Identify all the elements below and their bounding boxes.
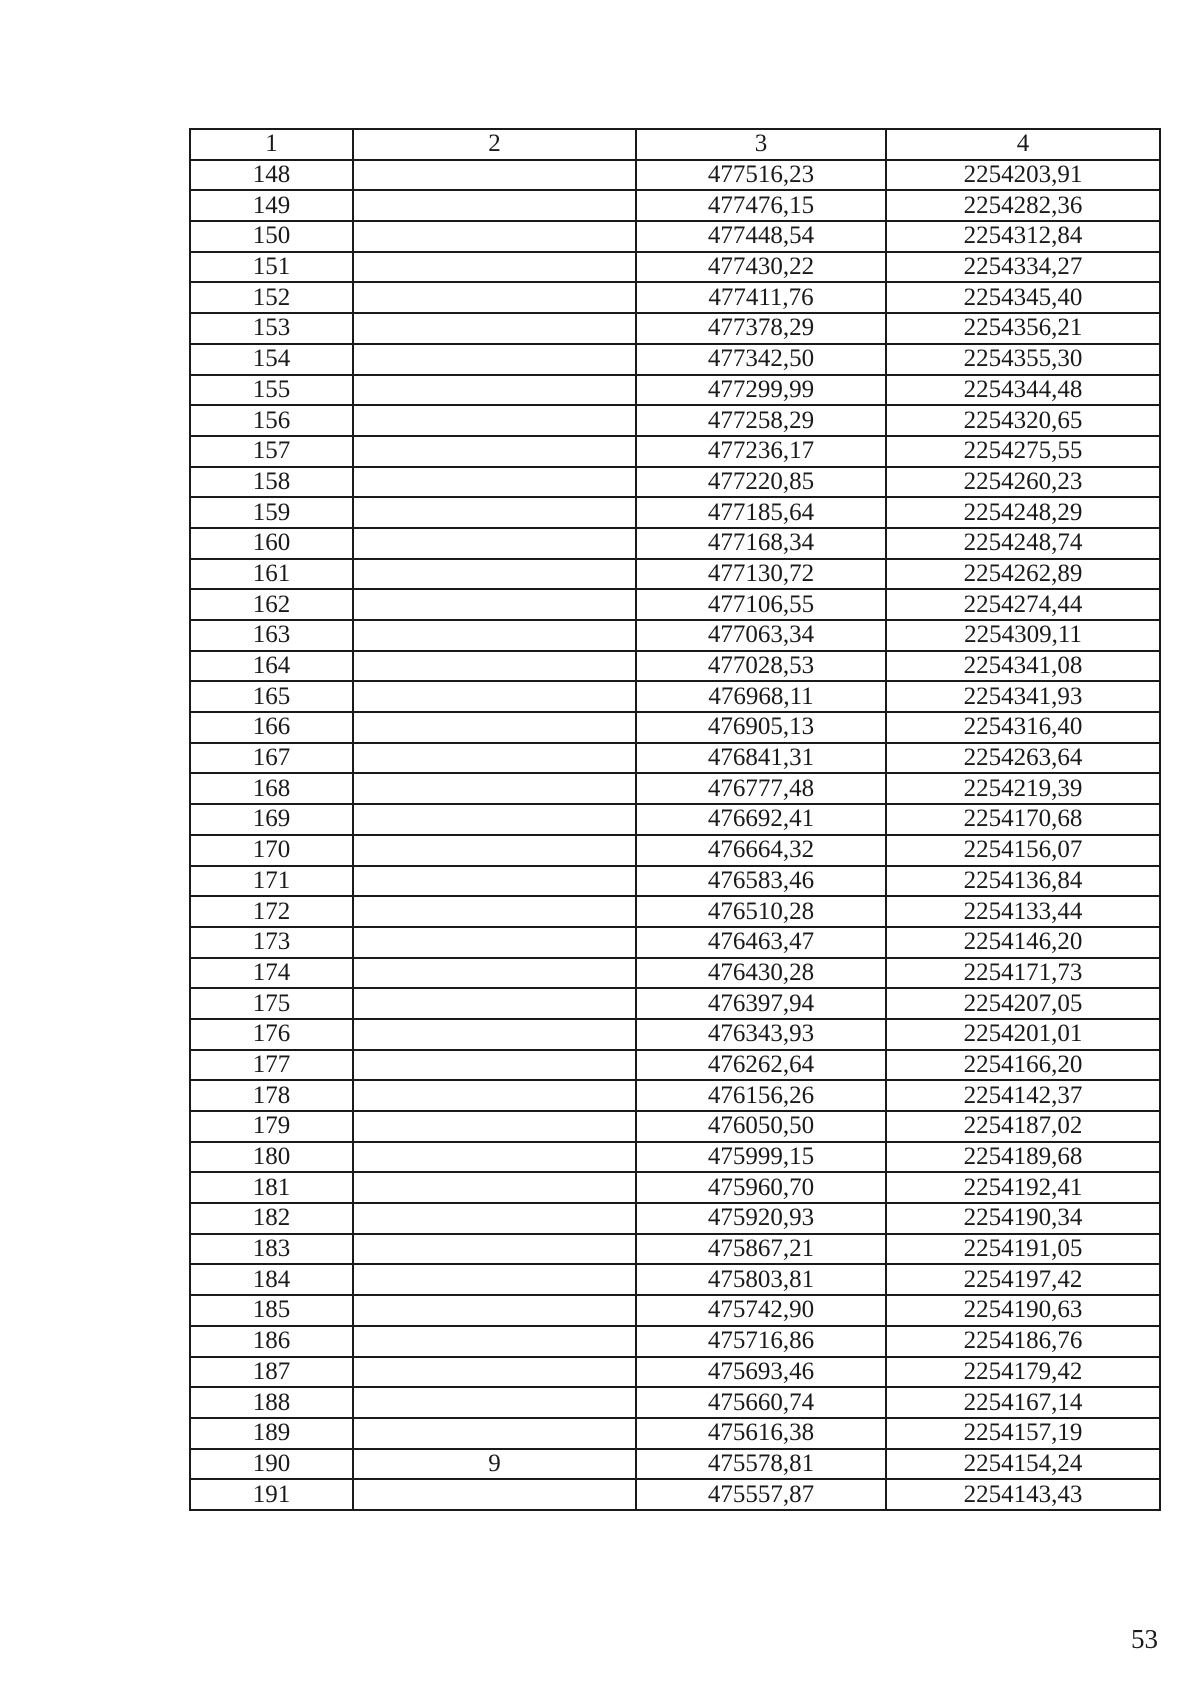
table-row <box>190 835 1160 866</box>
coordinate-y-cell: 2254171,73 <box>886 958 1160 989</box>
point-number-cell: 163 <box>190 620 353 651</box>
coordinate-y-cell: 2254154,24 <box>886 1449 1160 1480</box>
column-2-cell <box>353 743 636 774</box>
column-2-cell <box>353 927 636 958</box>
point-number-cell: 154 <box>190 344 353 375</box>
coordinate-x-cell: 477236,17 <box>636 436 886 467</box>
coordinate-y-cell: 2254187,02 <box>886 1111 1160 1142</box>
coordinate-x-cell: 475578,81 <box>636 1449 886 1480</box>
coordinate-x-cell: 476692,41 <box>636 804 886 835</box>
point-number-cell: 161 <box>190 559 353 590</box>
table-row <box>190 1080 1160 1111</box>
table-row <box>190 528 1160 559</box>
column-2-cell <box>353 988 636 1019</box>
table-row <box>190 1172 1160 1203</box>
table-row <box>190 313 1160 344</box>
table-row <box>190 958 1160 989</box>
column-2-cell <box>353 1418 636 1449</box>
point-number-cell: 179 <box>190 1111 353 1142</box>
point-number-cell: 160 <box>190 528 353 559</box>
column-2-cell <box>353 497 636 528</box>
point-number-cell: 173 <box>190 927 353 958</box>
table-row <box>190 190 1160 221</box>
table-row <box>190 988 1160 1019</box>
table-row <box>190 1418 1160 1449</box>
coordinate-y-cell: 2254133,44 <box>886 896 1160 927</box>
coordinate-x-cell: 476968,11 <box>636 681 886 712</box>
point-number-cell: 153 <box>190 313 353 344</box>
point-number-cell: 156 <box>190 405 353 436</box>
column-2-cell <box>353 436 636 467</box>
point-number-cell: 167 <box>190 743 353 774</box>
coordinate-x-cell: 477378,29 <box>636 313 886 344</box>
coordinate-y-cell: 2254167,14 <box>886 1387 1160 1418</box>
coordinate-x-cell: 475660,74 <box>636 1387 886 1418</box>
coordinate-x-cell: 477106,55 <box>636 589 886 620</box>
table-row <box>190 282 1160 313</box>
point-number-cell: 170 <box>190 835 353 866</box>
coordinate-x-cell: 476050,50 <box>636 1111 886 1142</box>
column-header-4: 4 <box>886 129 1160 160</box>
table-row <box>190 896 1160 927</box>
page-number: 53 <box>1131 1624 1158 1654</box>
column-2-cell <box>353 1295 636 1326</box>
table-row <box>190 1234 1160 1265</box>
table-row <box>190 221 1160 252</box>
coordinate-x-cell: 477411,76 <box>636 282 886 313</box>
coordinate-y-cell: 2254282,36 <box>886 190 1160 221</box>
table-row <box>190 1142 1160 1173</box>
column-2-cell <box>353 1111 636 1142</box>
column-2-cell <box>353 1479 636 1510</box>
point-number-cell: 188 <box>190 1387 353 1418</box>
coordinate-x-cell: 476583,46 <box>636 866 886 897</box>
point-number-cell: 152 <box>190 282 353 313</box>
point-number-cell: 182 <box>190 1203 353 1234</box>
column-2-cell <box>353 1387 636 1418</box>
coordinate-x-cell: 476343,93 <box>636 1019 886 1050</box>
point-number-cell: 151 <box>190 252 353 283</box>
table-row <box>190 866 1160 897</box>
column-2-cell <box>353 375 636 406</box>
column-2-cell <box>353 1019 636 1050</box>
coordinate-x-cell: 476430,28 <box>636 958 886 989</box>
point-number-cell: 190 <box>190 1449 353 1480</box>
column-2-cell <box>353 804 636 835</box>
coordinate-x-cell: 477258,29 <box>636 405 886 436</box>
coordinate-x-cell: 477342,50 <box>636 344 886 375</box>
column-2-cell <box>353 651 636 682</box>
coordinate-y-cell: 2254192,41 <box>886 1172 1160 1203</box>
point-number-cell: 166 <box>190 712 353 743</box>
point-number-cell: 158 <box>190 467 353 498</box>
column-2-cell <box>353 282 636 313</box>
coordinate-y-cell: 2254345,40 <box>886 282 1160 313</box>
table-row <box>190 651 1160 682</box>
coordinate-y-cell: 2254170,68 <box>886 804 1160 835</box>
coordinate-y-cell: 2254191,05 <box>886 1234 1160 1265</box>
point-number-cell: 186 <box>190 1326 353 1357</box>
point-number-cell: 150 <box>190 221 353 252</box>
table-row <box>190 1449 1160 1480</box>
header-row <box>190 129 1160 160</box>
point-number-cell: 172 <box>190 896 353 927</box>
coordinate-y-cell: 2254309,11 <box>886 620 1160 651</box>
point-number-cell: 187 <box>190 1357 353 1388</box>
column-2-cell <box>353 958 636 989</box>
coordinate-x-cell: 477430,22 <box>636 252 886 283</box>
table-row <box>190 712 1160 743</box>
coordinate-y-cell: 2254341,93 <box>886 681 1160 712</box>
point-number-cell: 176 <box>190 1019 353 1050</box>
table-row <box>190 1387 1160 1418</box>
column-2-cell <box>353 1234 636 1265</box>
point-number-cell: 164 <box>190 651 353 682</box>
coordinate-x-cell: 475742,90 <box>636 1295 886 1326</box>
column-2-cell <box>353 866 636 897</box>
table-row <box>190 589 1160 620</box>
column-2-cell <box>353 344 636 375</box>
point-number-cell: 191 <box>190 1479 353 1510</box>
column-header-2: 2 <box>353 129 636 160</box>
table-row <box>190 252 1160 283</box>
coordinate-x-cell: 475557,87 <box>636 1479 886 1510</box>
coordinate-x-cell: 476841,31 <box>636 743 886 774</box>
table-row <box>190 927 1160 958</box>
column-2-cell <box>353 1357 636 1388</box>
coordinate-x-cell: 475616,38 <box>636 1418 886 1449</box>
coordinate-x-cell: 476510,28 <box>636 896 886 927</box>
point-number-cell: 149 <box>190 190 353 221</box>
column-2-cell <box>353 1172 636 1203</box>
table-row <box>190 405 1160 436</box>
coordinate-x-cell: 475920,93 <box>636 1203 886 1234</box>
coordinate-x-cell: 477476,15 <box>636 190 886 221</box>
coordinate-y-cell: 2254207,05 <box>886 988 1160 1019</box>
coordinate-y-cell: 2254201,01 <box>886 1019 1160 1050</box>
column-2-cell <box>353 589 636 620</box>
coordinate-y-cell: 2254260,23 <box>886 467 1160 498</box>
table-row <box>190 1203 1160 1234</box>
table-header <box>190 129 1160 160</box>
coordinate-x-cell: 477448,54 <box>636 221 886 252</box>
coordinate-y-cell: 2254166,20 <box>886 1050 1160 1081</box>
coordinate-y-cell: 2254274,44 <box>886 589 1160 620</box>
coordinate-x-cell: 477516,23 <box>636 160 886 191</box>
coordinate-y-cell: 2254203,91 <box>886 160 1160 191</box>
coordinate-x-cell: 476156,26 <box>636 1080 886 1111</box>
coordinate-y-cell: 2254262,89 <box>886 559 1160 590</box>
coordinate-y-cell: 2254248,74 <box>886 528 1160 559</box>
point-number-cell: 184 <box>190 1264 353 1295</box>
table-row <box>190 1295 1160 1326</box>
coordinate-y-cell: 2254136,84 <box>886 866 1160 897</box>
column-2-cell <box>353 221 636 252</box>
coordinate-y-cell: 2254334,27 <box>886 252 1160 283</box>
table-row <box>190 1019 1160 1050</box>
column-2-cell <box>353 1080 636 1111</box>
table-row <box>190 1111 1160 1142</box>
coordinate-x-cell: 477220,85 <box>636 467 886 498</box>
coordinates-table <box>189 128 1161 1511</box>
coordinate-y-cell: 2254341,08 <box>886 651 1160 682</box>
table-row <box>190 773 1160 804</box>
table-row <box>190 804 1160 835</box>
column-header-3: 3 <box>636 129 886 160</box>
coordinate-y-cell: 2254190,63 <box>886 1295 1160 1326</box>
coordinate-y-cell: 2254275,55 <box>886 436 1160 467</box>
coordinate-y-cell: 2254190,34 <box>886 1203 1160 1234</box>
column-2-cell <box>353 160 636 191</box>
point-number-cell: 185 <box>190 1295 353 1326</box>
coordinate-y-cell: 2254344,48 <box>886 375 1160 406</box>
point-number-cell: 165 <box>190 681 353 712</box>
point-number-cell: 169 <box>190 804 353 835</box>
column-2-cell <box>353 712 636 743</box>
coordinate-x-cell: 475716,86 <box>636 1326 886 1357</box>
coordinate-x-cell: 475867,21 <box>636 1234 886 1265</box>
coordinate-x-cell: 475803,81 <box>636 1264 886 1295</box>
coordinate-y-cell: 2254197,42 <box>886 1264 1160 1295</box>
coordinate-y-cell: 2254156,07 <box>886 835 1160 866</box>
coordinate-x-cell: 477130,72 <box>636 559 886 590</box>
table-row <box>190 344 1160 375</box>
coordinate-y-cell: 2254219,39 <box>886 773 1160 804</box>
point-number-cell: 148 <box>190 160 353 191</box>
coordinate-y-cell: 2254355,30 <box>886 344 1160 375</box>
table-body <box>190 160 1160 1510</box>
column-2-cell <box>353 1203 636 1234</box>
column-2-cell <box>353 528 636 559</box>
column-2-cell: 9 <box>353 1449 636 1480</box>
column-2-cell <box>353 1050 636 1081</box>
column-2-cell <box>353 559 636 590</box>
coordinate-x-cell: 476262,64 <box>636 1050 886 1081</box>
coordinate-y-cell: 2254356,21 <box>886 313 1160 344</box>
column-2-cell <box>353 467 636 498</box>
column-2-cell <box>353 773 636 804</box>
column-2-cell <box>353 313 636 344</box>
table-row <box>190 497 1160 528</box>
column-2-cell <box>353 1142 636 1173</box>
coordinate-y-cell: 2254312,84 <box>886 221 1160 252</box>
point-number-cell: 181 <box>190 1172 353 1203</box>
column-header-1: 1 <box>190 129 353 160</box>
table-row <box>190 559 1160 590</box>
table-row <box>190 467 1160 498</box>
column-2-cell <box>353 1326 636 1357</box>
point-number-cell: 155 <box>190 375 353 406</box>
table-row <box>190 681 1160 712</box>
coordinate-x-cell: 477028,53 <box>636 651 886 682</box>
column-2-cell <box>353 1264 636 1295</box>
column-2-cell <box>353 252 636 283</box>
table-row <box>190 620 1160 651</box>
table-row <box>190 1326 1160 1357</box>
point-number-cell: 189 <box>190 1418 353 1449</box>
column-2-cell <box>353 405 636 436</box>
table-row <box>190 743 1160 774</box>
coordinate-x-cell: 476777,48 <box>636 773 886 804</box>
coordinate-x-cell: 475999,15 <box>636 1142 886 1173</box>
coordinate-x-cell: 477185,64 <box>636 497 886 528</box>
column-2-cell <box>353 896 636 927</box>
table-row <box>190 436 1160 467</box>
coordinate-y-cell: 2254320,65 <box>886 405 1160 436</box>
column-2-cell <box>353 620 636 651</box>
coordinate-x-cell: 477168,34 <box>636 528 886 559</box>
point-number-cell: 183 <box>190 1234 353 1265</box>
column-2-cell <box>353 190 636 221</box>
point-number-cell: 157 <box>190 436 353 467</box>
point-number-cell: 159 <box>190 497 353 528</box>
point-number-cell: 177 <box>190 1050 353 1081</box>
coordinate-y-cell: 2254186,76 <box>886 1326 1160 1357</box>
coordinate-y-cell: 2254263,64 <box>886 743 1160 774</box>
coordinate-y-cell: 2254316,40 <box>886 712 1160 743</box>
table-row <box>190 1357 1160 1388</box>
coordinate-y-cell: 2254146,20 <box>886 927 1160 958</box>
point-number-cell: 180 <box>190 1142 353 1173</box>
point-number-cell: 174 <box>190 958 353 989</box>
table-row <box>190 1479 1160 1510</box>
table-row <box>190 375 1160 406</box>
coordinate-x-cell: 475960,70 <box>636 1172 886 1203</box>
coordinate-x-cell: 477299,99 <box>636 375 886 406</box>
coordinate-x-cell: 476397,94 <box>636 988 886 1019</box>
point-number-cell: 178 <box>190 1080 353 1111</box>
column-2-cell <box>353 835 636 866</box>
table-row <box>190 160 1160 191</box>
point-number-cell: 175 <box>190 988 353 1019</box>
coordinate-y-cell: 2254143,43 <box>886 1479 1160 1510</box>
coordinate-y-cell: 2254189,68 <box>886 1142 1160 1173</box>
point-number-cell: 162 <box>190 589 353 620</box>
coordinate-x-cell: 476463,47 <box>636 927 886 958</box>
coordinate-y-cell: 2254157,19 <box>886 1418 1160 1449</box>
coordinate-x-cell: 477063,34 <box>636 620 886 651</box>
point-number-cell: 171 <box>190 866 353 897</box>
coordinate-y-cell: 2254248,29 <box>886 497 1160 528</box>
coordinate-x-cell: 476905,13 <box>636 712 886 743</box>
point-number-cell: 168 <box>190 773 353 804</box>
coordinate-y-cell: 2254142,37 <box>886 1080 1160 1111</box>
coordinate-x-cell: 476664,32 <box>636 835 886 866</box>
coordinate-y-cell: 2254179,42 <box>886 1357 1160 1388</box>
coordinate-x-cell: 475693,46 <box>636 1357 886 1388</box>
table-row <box>190 1264 1160 1295</box>
table-row <box>190 1050 1160 1081</box>
column-2-cell <box>353 681 636 712</box>
